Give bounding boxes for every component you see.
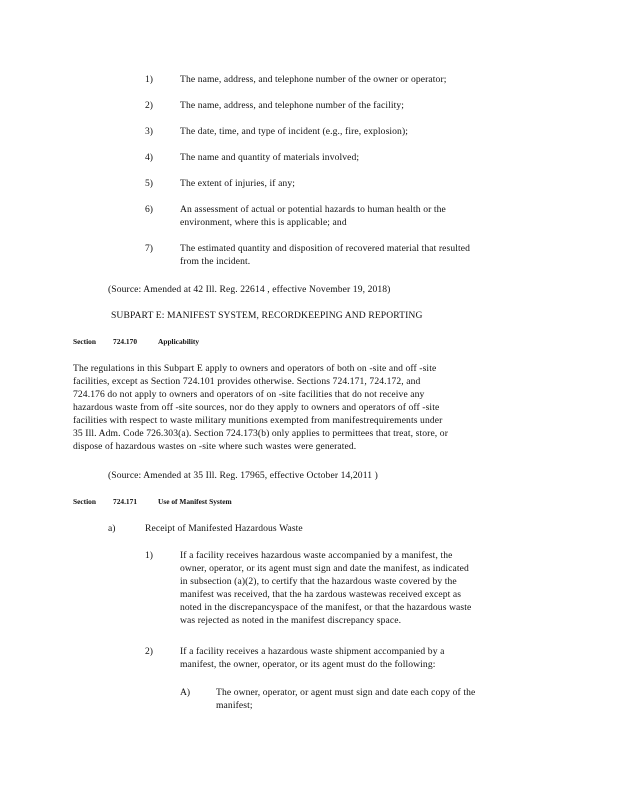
section-label: Section [73,337,96,346]
list-item-text: The name and quantity of materials involved; [180,152,360,163]
list-number: 3) [145,126,153,137]
paragraph-line: manifest was received, that the ha zardous wastewas received except as [180,589,462,600]
list-item-text: An assessment of actual or potential hazards to human health or the [180,204,446,215]
source-note: (Source: Amended at 42 Ill. Reg. 22614 , effective November 19, 2018) [108,284,391,295]
list-item-text: from the incident. [180,256,251,267]
paragraph-line: The owner, operator, or agent must sign and date each copy of the [216,687,476,698]
section-label: Section [73,497,96,506]
section-title: Use of Manifest System [158,497,232,506]
paragraph-line: 35 Ill. Adm. Code 726.303(a). Section 724.173(b) only applies to permittees that treat, store, or [73,428,448,439]
section-title: Applicability [158,337,200,346]
paragraph-line: in subsection (a)(2), to certify that the hazardous waste covered by the [180,576,457,587]
paragraph-line: dispose of hazardous wastes on -site where such wastes were generated. [73,441,357,452]
paragraph-line: facilities with respect to waste military munitions exempted from manifestrequirements under [73,415,443,426]
list-number: 6) [145,204,153,215]
paragraph-line: hazardous waste from off -site sources, nor do they apply to owners and operators of off -site [73,402,440,413]
list-item-text: The name, address, and telephone number of the facility; [180,100,405,111]
paragraph-line: facilities, except as Section 724.101 provides otherwise. Sections 724.171, 724.172, and [73,376,421,387]
paragraph-line: If a facility receives hazardous waste accompanied by a manifest, the [180,550,453,561]
list-item-text: The extent of injuries, if any; [180,178,295,189]
paragraph-line: The regulations in this Subpart E apply to owners and operators of both on -site and off -site [73,363,437,374]
list-number: 4) [145,152,153,163]
subsection-number: a) [108,523,116,534]
list-number: A) [180,687,191,698]
paragraph-line: manifest, the owner, operator, or its agent must do the following: [180,659,436,670]
list-number: 7) [145,243,153,254]
paragraph-line: 724.176 do not apply to owners and operators of on -site facilities that do not receive any [73,389,425,400]
section-number: 724.170 [113,337,138,346]
list-number: 2) [145,100,153,111]
list-number: 5) [145,178,153,189]
list-number: 2) [145,646,153,657]
subpart-heading: SUBPART E: MANIFEST SYSTEM, RECORDKEEPING AND REPORTING [111,310,423,321]
list-item-text: The estimated quantity and disposition of recovered material that resulted [180,243,471,254]
paragraph-line: If a facility receives a hazardous waste shipment accompanied by a [180,646,445,657]
subsection-title: Receipt of Manifested Hazardous Waste [145,523,303,534]
paragraph-line: noted in the discrepancyspace of the manifest, or that the hazardous waste [180,602,472,613]
list-number: 1) [145,74,153,85]
list-item-text: environment, where this is applicable; and [180,217,347,228]
paragraph-line: manifest; [216,700,253,711]
list-item-text: The name, address, and telephone number of the owner or operator; [180,74,447,85]
paragraph-line: was rejected as noted in the manifest discrepancy space. [180,615,402,626]
paragraph-line: owner, operator, or its agent must sign and date the manifest, as indicated [180,563,469,574]
section-number: 724.171 [113,497,138,506]
source-note: (Source: Amended at 35 Ill. Reg. 17965, effective October 14,2011 ) [108,470,378,481]
list-number: 1) [145,550,153,561]
list-item-text: The date, time, and type of incident (e.g., fire, explosion); [180,126,409,137]
